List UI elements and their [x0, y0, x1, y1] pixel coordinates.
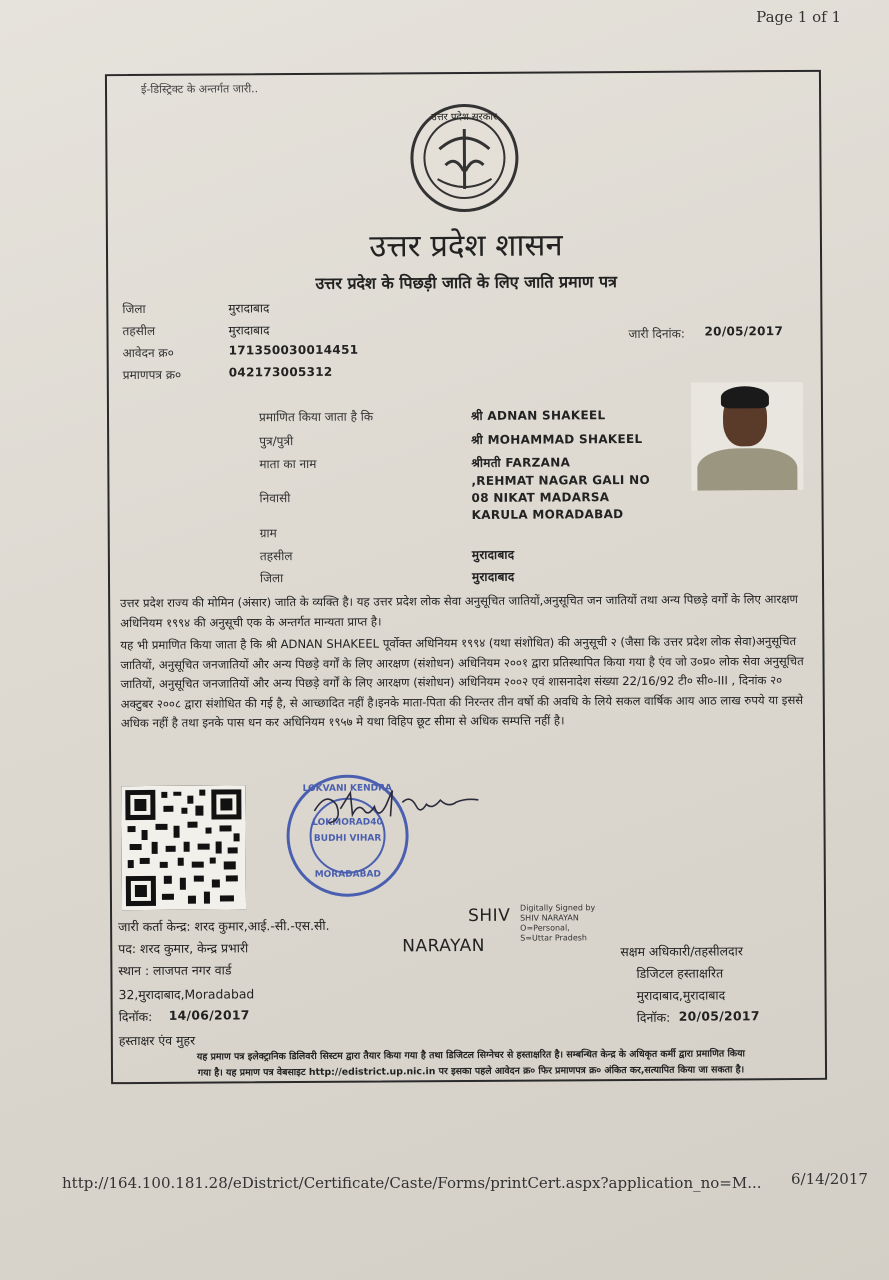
- issuer-post: पद: शरद कुमार, केन्द्र प्रभारी: [118, 940, 249, 957]
- digital-signer-name-bottom: NARAYAN: [402, 935, 486, 957]
- authority-date-value: 20/05/2017: [678, 1008, 760, 1024]
- issue-date-label: जारी दिनांक:: [628, 326, 685, 342]
- certified-label: प्रमाणित किया जाता है कि: [258, 409, 374, 425]
- person-district-value: मुरादाबाद: [471, 569, 515, 584]
- up-government-emblem-icon: [410, 104, 519, 213]
- issuer-address: 32,मुरादाबाद,Moradabad: [118, 986, 255, 1003]
- footer-note-line-1: यह प्रमाण पत्र इलेक्ट्रानिक डिलिवरी सिस्टम द्वारा तैयार किया गया है तथा डिजिटल सिग्नेचर से हस्ताक्षरित है। सम्बन्धित केन्द्र के अधिकृत कर्मी द्वारा प्रमाणित किया: [196, 1048, 745, 1063]
- signature-and-seal-label: हस्ताक्षर एंव मुहर: [118, 1032, 196, 1049]
- mother-name: श्रीमती FARZANA: [471, 455, 571, 470]
- caste-certificate: [105, 70, 827, 1084]
- district-value: मुरादाबाद: [228, 301, 270, 316]
- authority-title: सक्षम अधिकारी/तहसीलदार: [620, 943, 743, 960]
- mother-label: माता का नाम: [259, 456, 317, 472]
- issuing-center: जारी कर्ता केन्द्र: शरद कुमार,आई.-सी.-एस.सी.: [118, 917, 330, 935]
- government-title: उत्तर प्रदेश शासन: [369, 227, 563, 265]
- issue-date-value: 20/05/2017: [704, 324, 784, 339]
- stamp-center-bottom: BUDHI VIHAR: [313, 833, 382, 844]
- certificate-number-value: 042173005312: [228, 364, 333, 380]
- emblem-text: उत्तर प्रदेश सरकार: [431, 111, 498, 124]
- print-date: 6/14/2017: [791, 1170, 868, 1188]
- certificate-number-label: प्रमाणपत्र क्र०: [122, 367, 182, 383]
- parent-name: श्री MOHAMMAD SHAKEEL: [471, 431, 643, 447]
- issuer-place: स्थान : लाजपत नगर वार्ड: [118, 962, 232, 979]
- digital-signature-line-3: O=Personal,: [520, 923, 570, 933]
- certificate-title: उत्तर प्रदेश के पिछड़ी जाति के लिए जाति प्रमाण पत्र: [315, 272, 617, 293]
- digital-signature-line-1: Digitally Signed by: [519, 903, 596, 913]
- digital-signature-line-4: S=Uttar Pradesh: [520, 933, 587, 943]
- income-declaration-paragraph: यह भी प्रमाणित किया जाता है कि श्री ADNAN SHAKEEL पूर्वोक्त अधिनियम १९९४ (यथा संशोधित) की अनुसूची २ (जैसा कि उत्तर प्रदेश लोक सेवा)अनुसूचित जातियों, अनुसूचित जनजातियों और अन्य पिछड़े वर्गों के लिए आरक्षण (संशोधन) अधिनियम २००१ द्वारा प्रतिस्थापित किया गया है एंव जो उ०प्र० लोक सेवा अनुसूचित जातियों, अनुसूचित जनजातियों और अन्य पिछड़े वर्गों के लिए आरक्षण (संशोधन) अधिनियम २००२ एवं शासनादेश संख्या 22/16/92 टी० सी०-III , दिनांक २० अक्टुबर २००८ द्वारा संशोधित की गई है, से आच्छादित नहीं है।इनके माता-पिता की निरन्तर तीन वर्षो की अवधि के लिये सकल वार्षिक आय आठ लाख रुपये या इससे अधिक नहीं है तथा इनके पास धन कर अधिनियम १९५७ मे यथा विहिप छूट सीमा से अधिक सम्पत्ति नहीं है।: [120, 633, 804, 731]
- issuer-date-label: दिनॉक:: [118, 1008, 153, 1025]
- person-tehsil-value: मुरादाबाद: [471, 547, 515, 562]
- application-number-value: 171350030014451: [228, 342, 359, 358]
- applicant-name: श्री ADNAN SHAKEEL: [470, 408, 606, 423]
- application-number-label: आवेदन क्र०: [122, 345, 174, 361]
- person-district-label: जिला: [259, 571, 284, 586]
- print-url: http://164.100.181.28/eDistrict/Certificate/Caste/Forms/printCert.aspx?application_no=M...: [62, 1174, 762, 1192]
- district-label: जिला: [122, 301, 146, 317]
- page-number: Page 1 of 1: [756, 8, 841, 26]
- person-tehsil-label: तहसील: [259, 549, 293, 564]
- parent-label: पुत्र/पुत्री: [259, 434, 294, 449]
- digital-signer-name-top: SHIV: [468, 905, 511, 926]
- bow-fish-emblem-icon: [425, 119, 503, 197]
- village-label: ग्राम: [259, 526, 277, 541]
- authority-digital-sign: डिजिटल हस्ताक्षरित: [636, 965, 724, 981]
- residence-label: निवासी: [259, 491, 291, 506]
- handwritten-signature-icon: [306, 780, 486, 841]
- issuer-date-value: 14/06/2017: [168, 1007, 250, 1023]
- residence-line-1: ,REHMAT NAGAR GALI NO: [471, 472, 651, 488]
- residence-line-2: 08 NIKAT MADARSA: [471, 490, 610, 505]
- tehsil-value: मुरादाबाद: [228, 323, 270, 338]
- authority-place: मुरादाबाद,मुरादाबाद: [636, 987, 726, 1003]
- stamp-bottom-text: MORADABAD: [314, 869, 381, 880]
- footer-note-line-2: गया है। यह प्रमाण पत्र वेबसाइट http://edistrict.up.nic.in पर इसका पहले आवेदन क्र० फिर प्रमाणपत्र क्र० अंकित कर,सत्यापित किया जा सकता है।: [197, 1064, 745, 1079]
- stamp-ring-text: LOKVANI KENDRA: [302, 783, 393, 795]
- stamp-center-top: LOKMORAD40: [312, 817, 383, 828]
- applicant-photo: [691, 382, 804, 491]
- tehsil-label: तहसील: [122, 323, 156, 339]
- digital-signature-line-2: SHIV NARAYAN: [520, 913, 579, 923]
- authority-date-label: दिनॉक:: [636, 1009, 671, 1025]
- caste-declaration-paragraph: उत्तर प्रदेश राज्य की मोमिन (अंसार) जाति के व्यक्ति है। यह उत्तर प्रदेश लोक सेवा अनुसूचित जातियों,अनुसूचित जन जातियों तथा अन्य पिछड़े वर्गों के लिए आरक्षण अधिनियम १९९४ की अनुसूची एक के अन्तर्गत मान्यता प्राप्त है।: [120, 591, 798, 630]
- residence-line-3: KARULA MORADABAD: [471, 507, 624, 522]
- qr-code-icon: [121, 785, 246, 910]
- issued-under-note: ई-डिस्ट्रिक्ट के अन्तर्गत जारी..: [140, 82, 259, 96]
